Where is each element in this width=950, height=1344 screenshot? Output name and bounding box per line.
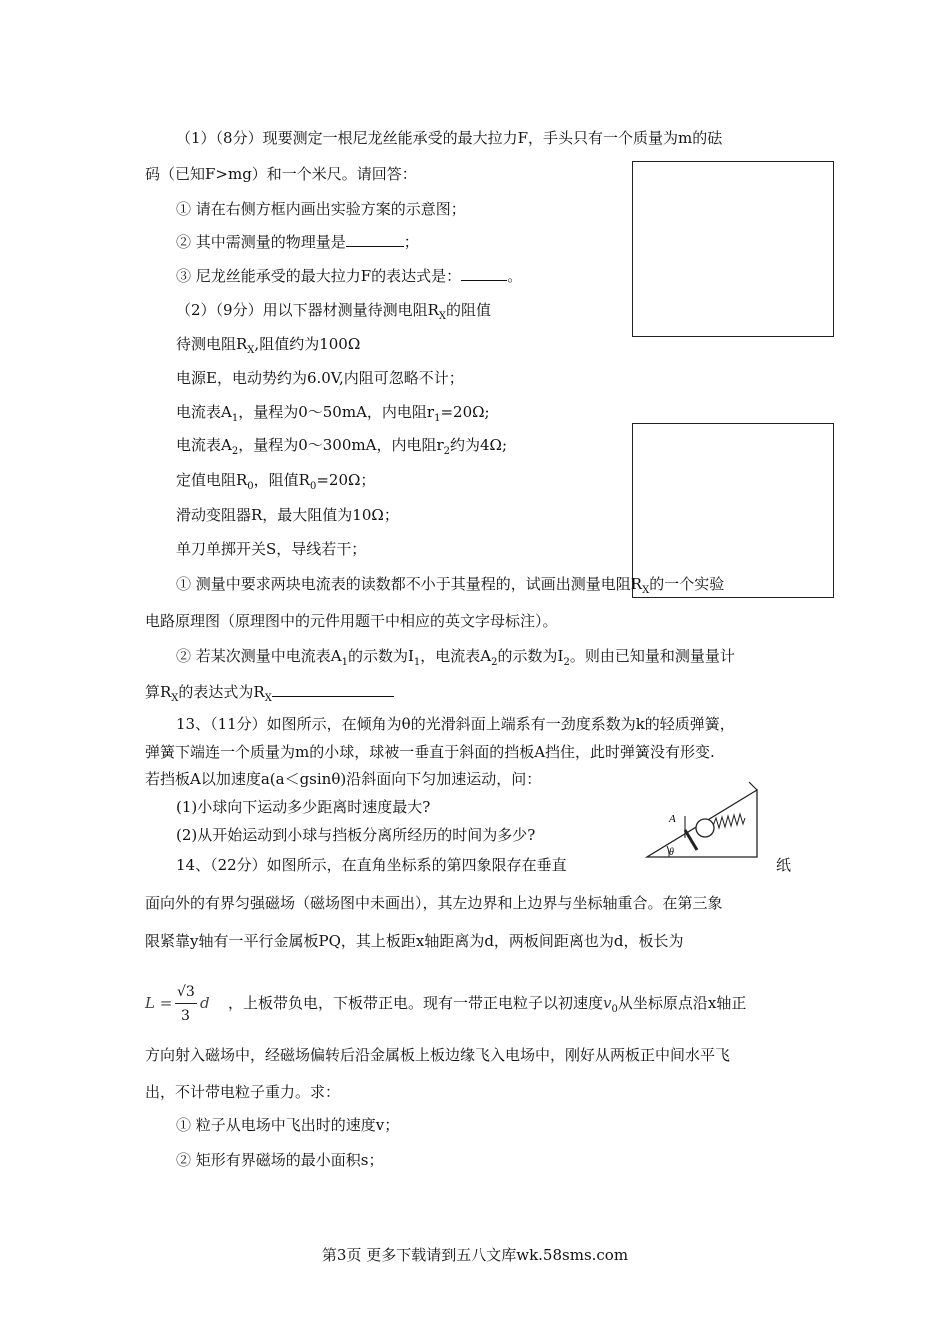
- text: 算R: [145, 683, 172, 701]
- q13-line3: 若挡板A以加速度a(a＜gsinθ)沿斜面向下匀加速运动，问：: [145, 770, 542, 788]
- formula-num: √3: [177, 984, 195, 1000]
- q12-p2-intro: [176, 300, 491, 327]
- incline-top-wall: [749, 782, 757, 790]
- sub: X: [642, 585, 650, 596]
- equip-r0-end: =20Ω；: [316, 471, 376, 489]
- q14-line1: 14、（22分）如图所示，在直角坐标系的第四象限存在垂直: [176, 856, 567, 874]
- answer-blank[interactable]: [346, 232, 404, 247]
- sub: 1: [434, 413, 441, 424]
- sub: X: [264, 693, 272, 704]
- text: ，上板带负电，下板带正电。现有一带正电粒子以初速度: [228, 994, 604, 1012]
- sub: 0: [309, 481, 317, 492]
- equip-r: 滑动变阻器R，最大阻值为10Ω；: [176, 506, 399, 524]
- equip-rx: [176, 334, 360, 361]
- equip-a2-text: 电流表A: [176, 436, 232, 454]
- q14-q1: ① 粒子从电场中飞出时的速度v；: [176, 1116, 400, 1134]
- q14-line6: 出，不计带电粒子重力。求：: [145, 1083, 341, 1101]
- page-footer: 第3页 更多下载请到五八文库wk.58sms.com: [321, 1246, 629, 1264]
- q12-p1-intro-b: 码（已知F>mg）和一个米尺。请回答：: [145, 165, 417, 183]
- incline-figure: [645, 780, 760, 860]
- equip-r0: [176, 470, 375, 497]
- text: 的表达式为R: [178, 683, 265, 701]
- q12-p2-q1-b: 电路原理图（原理图中的元件用题干中相应的英文字母标注）。: [145, 612, 558, 630]
- q12-p2-q1-end: 的一个实验: [649, 575, 725, 593]
- equip-e: 电源E，电动势约为6.0V,内阻可忽略不计；: [176, 369, 464, 387]
- q12-p2-q1-a: [176, 574, 724, 601]
- q12-p2-q2-a: [176, 646, 735, 673]
- q12-p1-item3-end: 。: [507, 267, 523, 285]
- spring: [713, 814, 745, 828]
- formula-d: d: [200, 994, 210, 1012]
- q12-p1-item1: ① 请在右侧方框内画出实验方案的示意图；: [176, 200, 466, 218]
- answer-box-circuit: [632, 423, 834, 598]
- sub: 0: [611, 1004, 618, 1015]
- q12-p2-q2-b: [145, 682, 394, 709]
- baffle-a: [685, 830, 697, 850]
- equip-a2: [176, 435, 507, 462]
- sub: 1: [413, 657, 421, 668]
- q12-p2-intro-text: （2）（9分）用以下器材测量待测电阻R: [176, 301, 439, 319]
- sub: 0: [247, 481, 254, 492]
- equip-s: 单刀单掷开关S，导线若干；: [176, 540, 367, 558]
- q12-p1-item2: [176, 232, 419, 252]
- sub: 2: [563, 657, 570, 668]
- answer-box-experiment: [632, 161, 834, 337]
- text: 的示数为I: [497, 647, 564, 665]
- q14-line4: [228, 993, 746, 1020]
- equip-a1-text: 电流表A: [176, 403, 232, 421]
- q12-p2-intro-end: 的阻值: [446, 301, 492, 319]
- q12-p1-item2-end: ；: [403, 233, 419, 251]
- answer-blank[interactable]: [272, 682, 394, 697]
- formula-den: 3: [181, 1008, 190, 1024]
- formula-l: L =: [145, 994, 173, 1012]
- q13-line2: 弹簧下端连一个质量为m的小球，球被一垂直于斜面的挡板A挡住，此时弹簧没有形变.: [145, 743, 715, 761]
- sub: 2: [231, 446, 239, 457]
- q12-p1-item3: [176, 266, 522, 286]
- equip-r0-mid: ，阻值R: [253, 471, 310, 489]
- text: 从坐标原点沿x轴正: [617, 994, 747, 1012]
- q13-q2: (2)从开始运动到小球与挡板分离所经历的时间为多少?: [176, 826, 536, 844]
- v0: v: [603, 994, 612, 1012]
- q12-p1-item3-text: ③ 尼龙丝能承受的最大拉力F的表达式是：: [176, 267, 462, 285]
- q13-q1: (1)小球向下运动多少距离时速度最大?: [176, 798, 431, 816]
- equip-rx-text: 待测电阻R: [176, 335, 248, 353]
- q14-line1-tail: 纸: [776, 856, 792, 874]
- sub: X: [247, 345, 255, 356]
- sub: X: [438, 311, 447, 322]
- sub: 1: [231, 413, 239, 424]
- text: 的示数为I: [347, 647, 414, 665]
- sub: 2: [443, 446, 450, 457]
- answer-blank[interactable]: [461, 266, 507, 281]
- label-theta: θ: [669, 847, 674, 858]
- label-a: A: [669, 813, 676, 825]
- equip-a1-end: =20Ω;: [440, 403, 490, 421]
- q14-q2: ② 矩形有界磁场的最小面积s；: [176, 1151, 384, 1169]
- q14-line2: 面向外的有界匀强磁场（磁场图中未画出），其左边界和上边界与坐标轴重合。在第三象: [145, 894, 723, 912]
- q14-line3: 限紧靠y轴有一平行金属板PQ，其上板距x轴距离为d，两板间距离也为d，板长为: [145, 932, 684, 950]
- fraction-bar: [175, 1003, 197, 1004]
- sub: X: [171, 693, 179, 704]
- q12-p2-q1-text: ① 测量中要求两块电流表的读数都不小于其量程的，试画出测量电阻R: [176, 575, 643, 593]
- q13-line1: 13、（11分）如图所示，在倾角为θ的光滑斜面上端系有一劲度系数为k的轻质弹簧，: [176, 715, 735, 733]
- text: 。则由已知量和测量量计: [569, 647, 735, 665]
- equip-rx-end: ,阻值约为100Ω: [254, 335, 361, 353]
- sub: 2: [491, 657, 498, 668]
- q12-p1-item2-text: ② 其中需测量的物理量是: [176, 233, 346, 251]
- equip-a2-end: 约为4Ω;: [450, 436, 508, 454]
- equip-r0-text: 定值电阻R: [176, 471, 248, 489]
- equip-a2-mid: ，量程为0～300mA，内电阻r: [238, 436, 444, 454]
- equip-a1: [176, 402, 490, 429]
- q14-line5: 方向射入磁场中，经磁场偏转后沿金属板上板边缘飞入电场中，刚好从两板正中间水平飞: [145, 1046, 731, 1064]
- q12-p2-q2-text: ② 若某次测量中电流表A: [176, 647, 342, 665]
- sub: 1: [341, 657, 348, 668]
- text: ，电流表A: [420, 647, 492, 665]
- equip-a1-mid: ，量程为0～50mA，内电阻r: [238, 403, 435, 421]
- ball: [696, 819, 714, 837]
- q12-p1-intro-a: （1）（8分）现要测定一根尼龙丝能承受的最大拉力F，手头只有一个质量为m的砝: [176, 129, 723, 147]
